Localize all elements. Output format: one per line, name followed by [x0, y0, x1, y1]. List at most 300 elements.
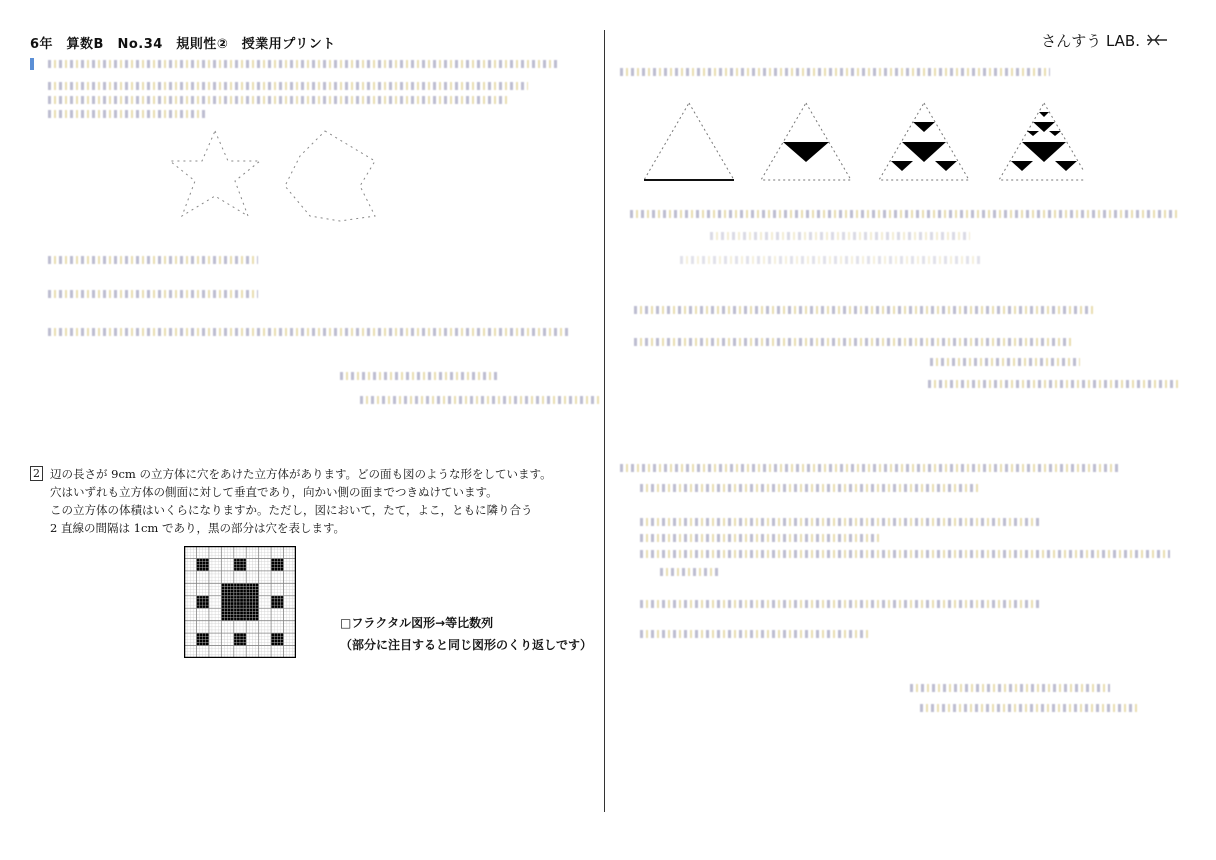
grid-cell — [209, 602, 212, 605]
grid-cell — [193, 646, 196, 649]
hole-cell — [221, 590, 224, 593]
grid-cell — [287, 590, 290, 593]
hole-cell — [240, 586, 243, 589]
grid-cell — [259, 605, 262, 608]
grid-cell — [259, 565, 262, 568]
grid-cell — [290, 599, 293, 602]
grid-cell — [277, 614, 280, 617]
hole-cell — [246, 605, 249, 608]
grid-cell — [246, 571, 249, 574]
grid-cell — [240, 627, 243, 630]
grid-cell — [193, 608, 196, 611]
grid-cell — [246, 574, 249, 577]
grid-cell — [200, 649, 203, 652]
grid-cell — [287, 596, 290, 599]
hole-cell — [228, 596, 231, 599]
grid-cell — [215, 555, 218, 558]
grid-cell — [249, 574, 252, 577]
grid-cell — [290, 580, 293, 583]
hole-cell — [280, 568, 283, 571]
grid-cell — [190, 605, 193, 608]
grid-cell — [259, 621, 262, 624]
grid-cell — [290, 614, 293, 617]
grid-cell — [287, 593, 290, 596]
grid-cell — [256, 568, 259, 571]
grid-cell — [193, 558, 196, 561]
grid-cell — [196, 614, 199, 617]
grid-cell — [203, 630, 206, 633]
grid-cell — [252, 580, 255, 583]
grid-cell — [284, 586, 287, 589]
grid-cell — [287, 630, 290, 633]
grid-cell — [268, 605, 271, 608]
grid-cell — [262, 636, 265, 639]
grid-cell — [206, 583, 209, 586]
grid-cell — [256, 639, 259, 642]
grid-cell — [193, 596, 196, 599]
grid-cell — [290, 596, 293, 599]
grid-cell — [218, 596, 221, 599]
grid-cell — [252, 565, 255, 568]
question2-line: 辺の長さが 9cm の立方体に穴をあけた立方体があります。どの面も図のような形をしています。 — [50, 467, 552, 481]
grid-cell — [209, 624, 212, 627]
hole-cell — [237, 605, 240, 608]
grid-cell — [265, 555, 268, 558]
grid-cell — [228, 630, 231, 633]
hole-cell — [196, 602, 199, 605]
grid-cell — [237, 580, 240, 583]
grid-cell — [228, 568, 231, 571]
grid-cell — [193, 549, 196, 552]
hole-cell — [252, 596, 255, 599]
grid-cell — [193, 552, 196, 555]
hole-cell — [228, 586, 231, 589]
grid-cell — [209, 558, 212, 561]
hole-cell — [231, 618, 234, 621]
triangle-sequence-figure — [644, 98, 1084, 192]
grid-cell — [200, 646, 203, 649]
grid-cell — [231, 558, 234, 561]
grid-cell — [256, 630, 259, 633]
grid-cell — [190, 596, 193, 599]
grid-cell — [259, 571, 262, 574]
grid-cell — [221, 624, 224, 627]
grid-cell — [234, 646, 237, 649]
grid-cell — [243, 552, 246, 555]
grid-cell — [212, 565, 215, 568]
grid-cell — [206, 646, 209, 649]
grid-cell — [209, 599, 212, 602]
grid-cell — [259, 633, 262, 636]
hole-cell — [206, 639, 209, 642]
grid-cell — [209, 586, 212, 589]
grid-cell — [274, 549, 277, 552]
grid-cell — [280, 571, 283, 574]
hole-cell — [277, 596, 280, 599]
grid-cell — [187, 571, 190, 574]
grid-cell — [259, 636, 262, 639]
grid-cell — [187, 602, 190, 605]
grid-cell — [271, 580, 274, 583]
grid-cell — [212, 583, 215, 586]
grid-cell — [203, 583, 206, 586]
grid-cell — [237, 652, 240, 655]
hole-cell — [237, 590, 240, 593]
grid-cell — [259, 611, 262, 614]
grid-cell — [259, 549, 262, 552]
grid-cell — [287, 639, 290, 642]
hole-cell — [252, 608, 255, 611]
grid-cell — [190, 608, 193, 611]
grid-cell — [262, 611, 265, 614]
grid-cell — [249, 549, 252, 552]
grid-cell — [268, 580, 271, 583]
grid-cell — [193, 621, 196, 624]
grid-cell — [280, 577, 283, 580]
hole-cell — [277, 605, 280, 608]
grid-cell — [246, 636, 249, 639]
grid-cell — [221, 565, 224, 568]
grid-cell — [274, 583, 277, 586]
grid-cell — [277, 611, 280, 614]
grid-cell — [280, 593, 283, 596]
grid-cell — [256, 652, 259, 655]
hole-cell — [256, 599, 259, 602]
grid-cell — [262, 649, 265, 652]
grid-cell — [200, 618, 203, 621]
hole-cell — [280, 639, 283, 642]
hole-cell — [256, 593, 259, 596]
grid-cell — [252, 633, 255, 636]
grid-cell — [209, 574, 212, 577]
grid-cell — [231, 555, 234, 558]
hole-cell — [234, 642, 237, 645]
grid-cell — [209, 639, 212, 642]
grid-cell — [284, 621, 287, 624]
grid-cell — [259, 583, 262, 586]
grid-cell — [218, 618, 221, 621]
hole-cell — [234, 590, 237, 593]
grid-cell — [200, 552, 203, 555]
hole-cell — [234, 558, 237, 561]
hole-cell — [234, 608, 237, 611]
grid-cell — [252, 568, 255, 571]
grid-cell — [215, 574, 218, 577]
grid-cell — [256, 624, 259, 627]
grid-cell — [218, 583, 221, 586]
grid-cell — [215, 633, 218, 636]
hole-cell — [256, 590, 259, 593]
grid-cell — [271, 624, 274, 627]
hole-cell — [200, 558, 203, 561]
grid-cell — [203, 608, 206, 611]
grid-cell — [190, 633, 193, 636]
grid-cell — [268, 602, 271, 605]
grid-cell — [234, 571, 237, 574]
grid-cell — [256, 562, 259, 565]
hole-cell — [228, 614, 231, 617]
hole-cell — [237, 608, 240, 611]
grid-cell — [212, 555, 215, 558]
grid-cell — [265, 590, 268, 593]
grid-cell — [218, 574, 221, 577]
grid-cell — [218, 627, 221, 630]
grid-cell — [224, 630, 227, 633]
grid-cell — [271, 611, 274, 614]
grid-cell — [234, 555, 237, 558]
grid-cell — [246, 633, 249, 636]
grid-cell — [265, 552, 268, 555]
hole-cell — [274, 565, 277, 568]
grid-cell — [284, 624, 287, 627]
grid-cell — [224, 577, 227, 580]
grid-cell — [271, 555, 274, 558]
grid-cell — [231, 630, 234, 633]
grid-cell — [206, 577, 209, 580]
grid-cell — [215, 562, 218, 565]
grid-cell — [265, 577, 268, 580]
hole-cell — [237, 614, 240, 617]
grid-cell — [259, 574, 262, 577]
grid-cell — [200, 627, 203, 630]
hole-cell — [224, 599, 227, 602]
hole-cell — [237, 565, 240, 568]
grid-cell — [268, 552, 271, 555]
grid-cell — [246, 549, 249, 552]
question2-line: 2 直線の間隔は 1cm であり，黒の部分は穴を表します。 — [50, 521, 346, 535]
hole-cell — [237, 596, 240, 599]
grid-cell — [221, 549, 224, 552]
grid-cell — [231, 565, 234, 568]
grid-cell — [262, 599, 265, 602]
grid-cell — [209, 571, 212, 574]
hole-cell — [228, 593, 231, 596]
grid-cell — [262, 633, 265, 636]
grid-cell — [259, 562, 262, 565]
hole-cell — [234, 618, 237, 621]
grid-cell — [249, 552, 252, 555]
hole-cell — [237, 602, 240, 605]
hole-cell — [277, 633, 280, 636]
grid-cell — [265, 652, 268, 655]
grid-cell — [209, 562, 212, 565]
grid-cell — [203, 611, 206, 614]
grid-cell — [190, 583, 193, 586]
hint-note — [340, 612, 592, 656]
grid-cell — [237, 646, 240, 649]
grid-cell — [221, 627, 224, 630]
grid-cell — [212, 605, 215, 608]
hole-cell — [274, 596, 277, 599]
grid-cell — [246, 624, 249, 627]
grid-cell — [200, 611, 203, 614]
grid-cell — [215, 639, 218, 642]
grid-cell — [215, 596, 218, 599]
grid-cell — [290, 583, 293, 586]
grid-cell — [190, 646, 193, 649]
hole-cell — [280, 599, 283, 602]
grid-cell — [280, 574, 283, 577]
grid-cell — [218, 577, 221, 580]
grid-cell — [243, 549, 246, 552]
hole-cell — [200, 605, 203, 608]
hole-cell — [240, 608, 243, 611]
grid-cell — [249, 580, 252, 583]
hole-cell — [240, 593, 243, 596]
grid-cell — [243, 574, 246, 577]
grid-cell — [277, 608, 280, 611]
grid-cell — [284, 608, 287, 611]
grid-cell — [190, 611, 193, 614]
grid-cell — [231, 562, 234, 565]
hole-cell — [206, 599, 209, 602]
grid-cell — [274, 611, 277, 614]
hole-cell — [224, 602, 227, 605]
grid-cell — [228, 649, 231, 652]
grid-cell — [215, 586, 218, 589]
question2-line: この立方体の体積はいくらになりますか。ただし，図において，たて，よこ，ともに隣り合う — [50, 503, 533, 517]
grid-cell — [274, 646, 277, 649]
grid-cell — [246, 652, 249, 655]
column-divider — [604, 30, 605, 812]
hole-cell — [243, 636, 246, 639]
grid-cell — [268, 562, 271, 565]
grid-cell — [224, 574, 227, 577]
hole-cell — [274, 633, 277, 636]
hole-cell — [240, 611, 243, 614]
hole-cell — [234, 562, 237, 565]
grid-cell — [231, 577, 234, 580]
grid-cell — [280, 624, 283, 627]
grid-cell — [274, 618, 277, 621]
grid-cell — [243, 555, 246, 558]
hole-cell — [231, 602, 234, 605]
grid-cell — [284, 549, 287, 552]
grid-cell — [231, 642, 234, 645]
grid-cell — [265, 614, 268, 617]
grid-cell — [193, 580, 196, 583]
hole-cell — [246, 596, 249, 599]
grid-cell — [262, 565, 265, 568]
grid-cell — [265, 549, 268, 552]
grid-cell — [187, 555, 190, 558]
grid-cell — [224, 552, 227, 555]
grid-cell — [259, 593, 262, 596]
grid-cell — [224, 621, 227, 624]
grid-cell — [187, 562, 190, 565]
grid-cell — [262, 580, 265, 583]
grid-cell — [280, 608, 283, 611]
grid-cell — [246, 565, 249, 568]
grid-cell — [284, 636, 287, 639]
grid-cell — [187, 652, 190, 655]
grid-cell — [259, 614, 262, 617]
grid-cell — [206, 608, 209, 611]
grid-cell — [221, 552, 224, 555]
hole-cell — [237, 586, 240, 589]
grid-cell — [218, 565, 221, 568]
grid-cell — [284, 602, 287, 605]
grid-cell — [268, 586, 271, 589]
hole-cell — [196, 562, 199, 565]
grid-cell — [271, 590, 274, 593]
grid-cell — [193, 565, 196, 568]
grid-cell — [224, 642, 227, 645]
grid-cell — [190, 565, 193, 568]
hole-cell — [240, 618, 243, 621]
hole-cell — [228, 611, 231, 614]
hole-cell — [221, 608, 224, 611]
grid-cell — [287, 614, 290, 617]
grid-cell — [231, 636, 234, 639]
grid-cell — [203, 627, 206, 630]
grid-cell — [268, 596, 271, 599]
grid-cell — [265, 586, 268, 589]
grid-cell — [215, 577, 218, 580]
hole-cell — [252, 614, 255, 617]
grid-cell — [262, 562, 265, 565]
grid-cell — [200, 555, 203, 558]
grid-cell — [243, 646, 246, 649]
grid-cell — [290, 586, 293, 589]
hole-cell — [256, 605, 259, 608]
grid-cell — [287, 571, 290, 574]
grid-cell — [252, 630, 255, 633]
grid-cell — [237, 630, 240, 633]
grid-cell — [209, 565, 212, 568]
grid-cell — [203, 574, 206, 577]
hole-cell — [237, 568, 240, 571]
hole-cell — [243, 565, 246, 568]
grid-cell — [203, 652, 206, 655]
grid-cell — [206, 630, 209, 633]
grid-cell — [193, 605, 196, 608]
grid-cell — [206, 574, 209, 577]
grid-cell — [218, 568, 221, 571]
grid-cell — [218, 646, 221, 649]
grid-cell — [215, 627, 218, 630]
grid-cell — [274, 593, 277, 596]
grid-cell — [280, 580, 283, 583]
grid-cell — [231, 624, 234, 627]
grid-cell — [268, 636, 271, 639]
hole-cell — [243, 596, 246, 599]
grid-cell — [240, 621, 243, 624]
hole-cell — [256, 596, 259, 599]
grid-cell — [231, 571, 234, 574]
grid-cell — [196, 621, 199, 624]
hole-cell — [224, 605, 227, 608]
hole-cell — [271, 558, 274, 561]
hole-cell — [228, 590, 231, 593]
grid-cell — [237, 549, 240, 552]
grid-cell — [187, 586, 190, 589]
grid-cell — [240, 624, 243, 627]
grid-cell — [215, 646, 218, 649]
grid-cell — [280, 552, 283, 555]
hole-cell — [237, 593, 240, 596]
grid-cell — [252, 627, 255, 630]
grid-cell — [265, 574, 268, 577]
grid-cell — [249, 558, 252, 561]
grid-cell — [268, 571, 271, 574]
grid-cell — [280, 590, 283, 593]
grid-cell — [277, 580, 280, 583]
grid-cell — [290, 652, 293, 655]
hole-cell — [277, 562, 280, 565]
grid-cell — [212, 642, 215, 645]
grid-cell — [215, 565, 218, 568]
